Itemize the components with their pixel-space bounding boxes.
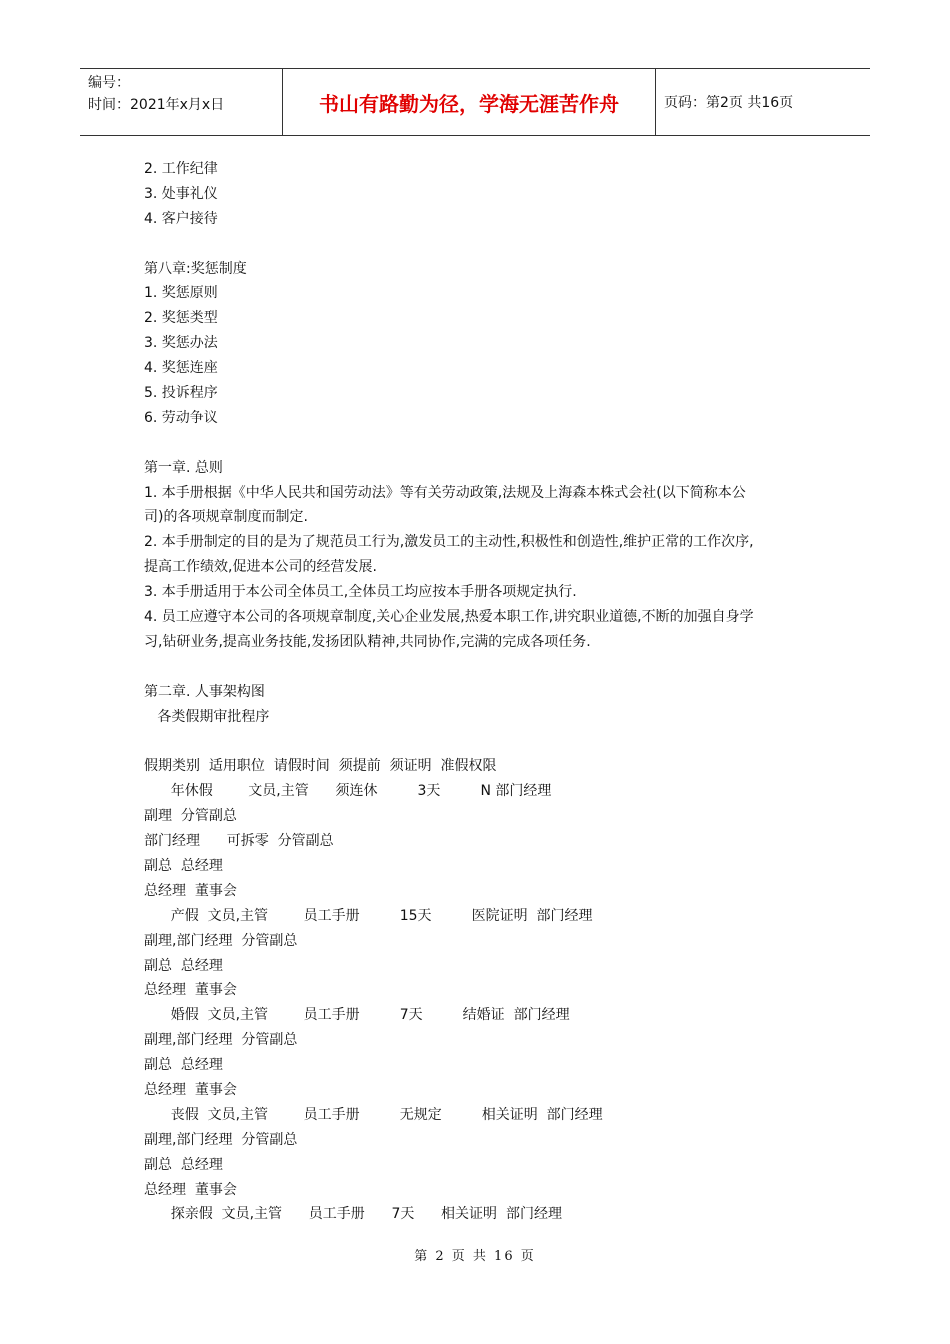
text-line: 假期类别 适用职位 请假时间 须提前 须证明 准假权限 <box>144 758 497 775</box>
text-line: 3. 本手册适用于本公司全体员工,全体员工均应按本手册各项规定执行. <box>144 584 577 601</box>
header-page-number: 页码：第2页 共16页 <box>664 95 794 111</box>
text-line: 4. 奖惩连座 <box>144 360 218 377</box>
text-line: 2. 奖惩类型 <box>144 310 218 327</box>
text-line: 5. 投诉程序 <box>144 385 218 402</box>
text-line: 婚假 文员,主管 员工手册 7天 结婚证 部门经理 <box>144 1007 570 1024</box>
text-line: 副总 总经理 <box>144 1057 223 1074</box>
text-line: 1. 本手册根据《中华人民共和国劳动法》等有关劳动政策,法规及上海森本株式会社(以下简称本公 <box>144 484 746 501</box>
text-line: 2. 工作纪律 <box>144 161 218 177</box>
text-line: 3. 处事礼仪 <box>144 185 218 202</box>
text-line: 总经理 董事会 <box>144 982 237 999</box>
text-line: 副理 分管副总 <box>144 808 237 825</box>
text-line: 副总 总经理 <box>144 957 223 974</box>
header-meta <box>80 69 282 135</box>
text-line: 部门经理 可拆零 分管副总 <box>144 833 334 850</box>
text-line: 司)的各项规章制度而制定. <box>144 509 308 526</box>
blank-line <box>144 232 814 257</box>
text-line: 副理,部门经理 分管副总 <box>144 932 298 949</box>
text-line: 总经理 董事会 <box>144 1081 237 1098</box>
text-line: 第八章:奖惩制度 <box>144 260 247 277</box>
page-header <box>80 68 870 136</box>
text-line: 丧假 文员,主管 员工手册 无规定 相关证明 部门经理 <box>144 1106 603 1123</box>
text-line: 第二章. 人事架构图 <box>144 683 265 700</box>
text-line: 年休假 文员,主管 须连休 3天 N 部门经理 <box>144 783 552 800</box>
text-line: 副理,部门经理 分管副总 <box>144 1131 298 1148</box>
document-number-label: 编号： <box>88 75 130 91</box>
text-line: 探亲假 文员,主管 员工手册 7天 相关证明 部门经理 <box>144 1206 562 1223</box>
text-line: 1. 奖惩原则 <box>144 285 218 302</box>
text-line: 第一章. 总则 <box>144 459 223 476</box>
text-line: 副总 总经理 <box>144 1156 223 1173</box>
text-line: 副理,部门经理 分管副总 <box>144 1032 298 1049</box>
blank-line <box>144 431 814 456</box>
text-line: 6. 劳动争议 <box>144 409 218 426</box>
text-line: 3. 奖惩办法 <box>144 335 218 352</box>
text-line: 4. 客户接待 <box>144 210 218 227</box>
document-date-label: 时间：2021年x月x日 <box>88 97 225 113</box>
text-line: 总经理 董事会 <box>144 882 237 899</box>
blank-line <box>144 729 814 754</box>
text-line: 产假 文员,主管 员工手册 15天 医院证明 部门经理 <box>144 907 593 924</box>
text-line: 总经理 董事会 <box>144 1181 237 1198</box>
text-line: 各类假期审批程序 <box>144 708 270 725</box>
text-line: 提高工作绩效,促进本公司的经营发展. <box>144 559 377 576</box>
text-line: 习,钻研业务,提高业务技能,发扬团队精神,共同协作,完满的完成各项任务. <box>144 633 591 650</box>
document-body <box>144 157 814 1227</box>
text-line: 4. 员工应遵守本公司的各项规章制度,关心企业发展,热爱本职工作,讲究职业道德,不断的加强自身学 <box>144 609 754 626</box>
text-line: 副总 总经理 <box>144 857 223 874</box>
text-line: 2. 本手册制定的目的是为了规范员工行为,激发员工的主动性,积极性和创造性,维护正常的工作次序, <box>144 534 754 551</box>
header-motto: 书山有路勤为径，学海无涯苦作舟 <box>282 69 656 135</box>
blank-line <box>144 655 814 680</box>
page-footer: 第 2 页 共 16 页 <box>414 1249 536 1264</box>
